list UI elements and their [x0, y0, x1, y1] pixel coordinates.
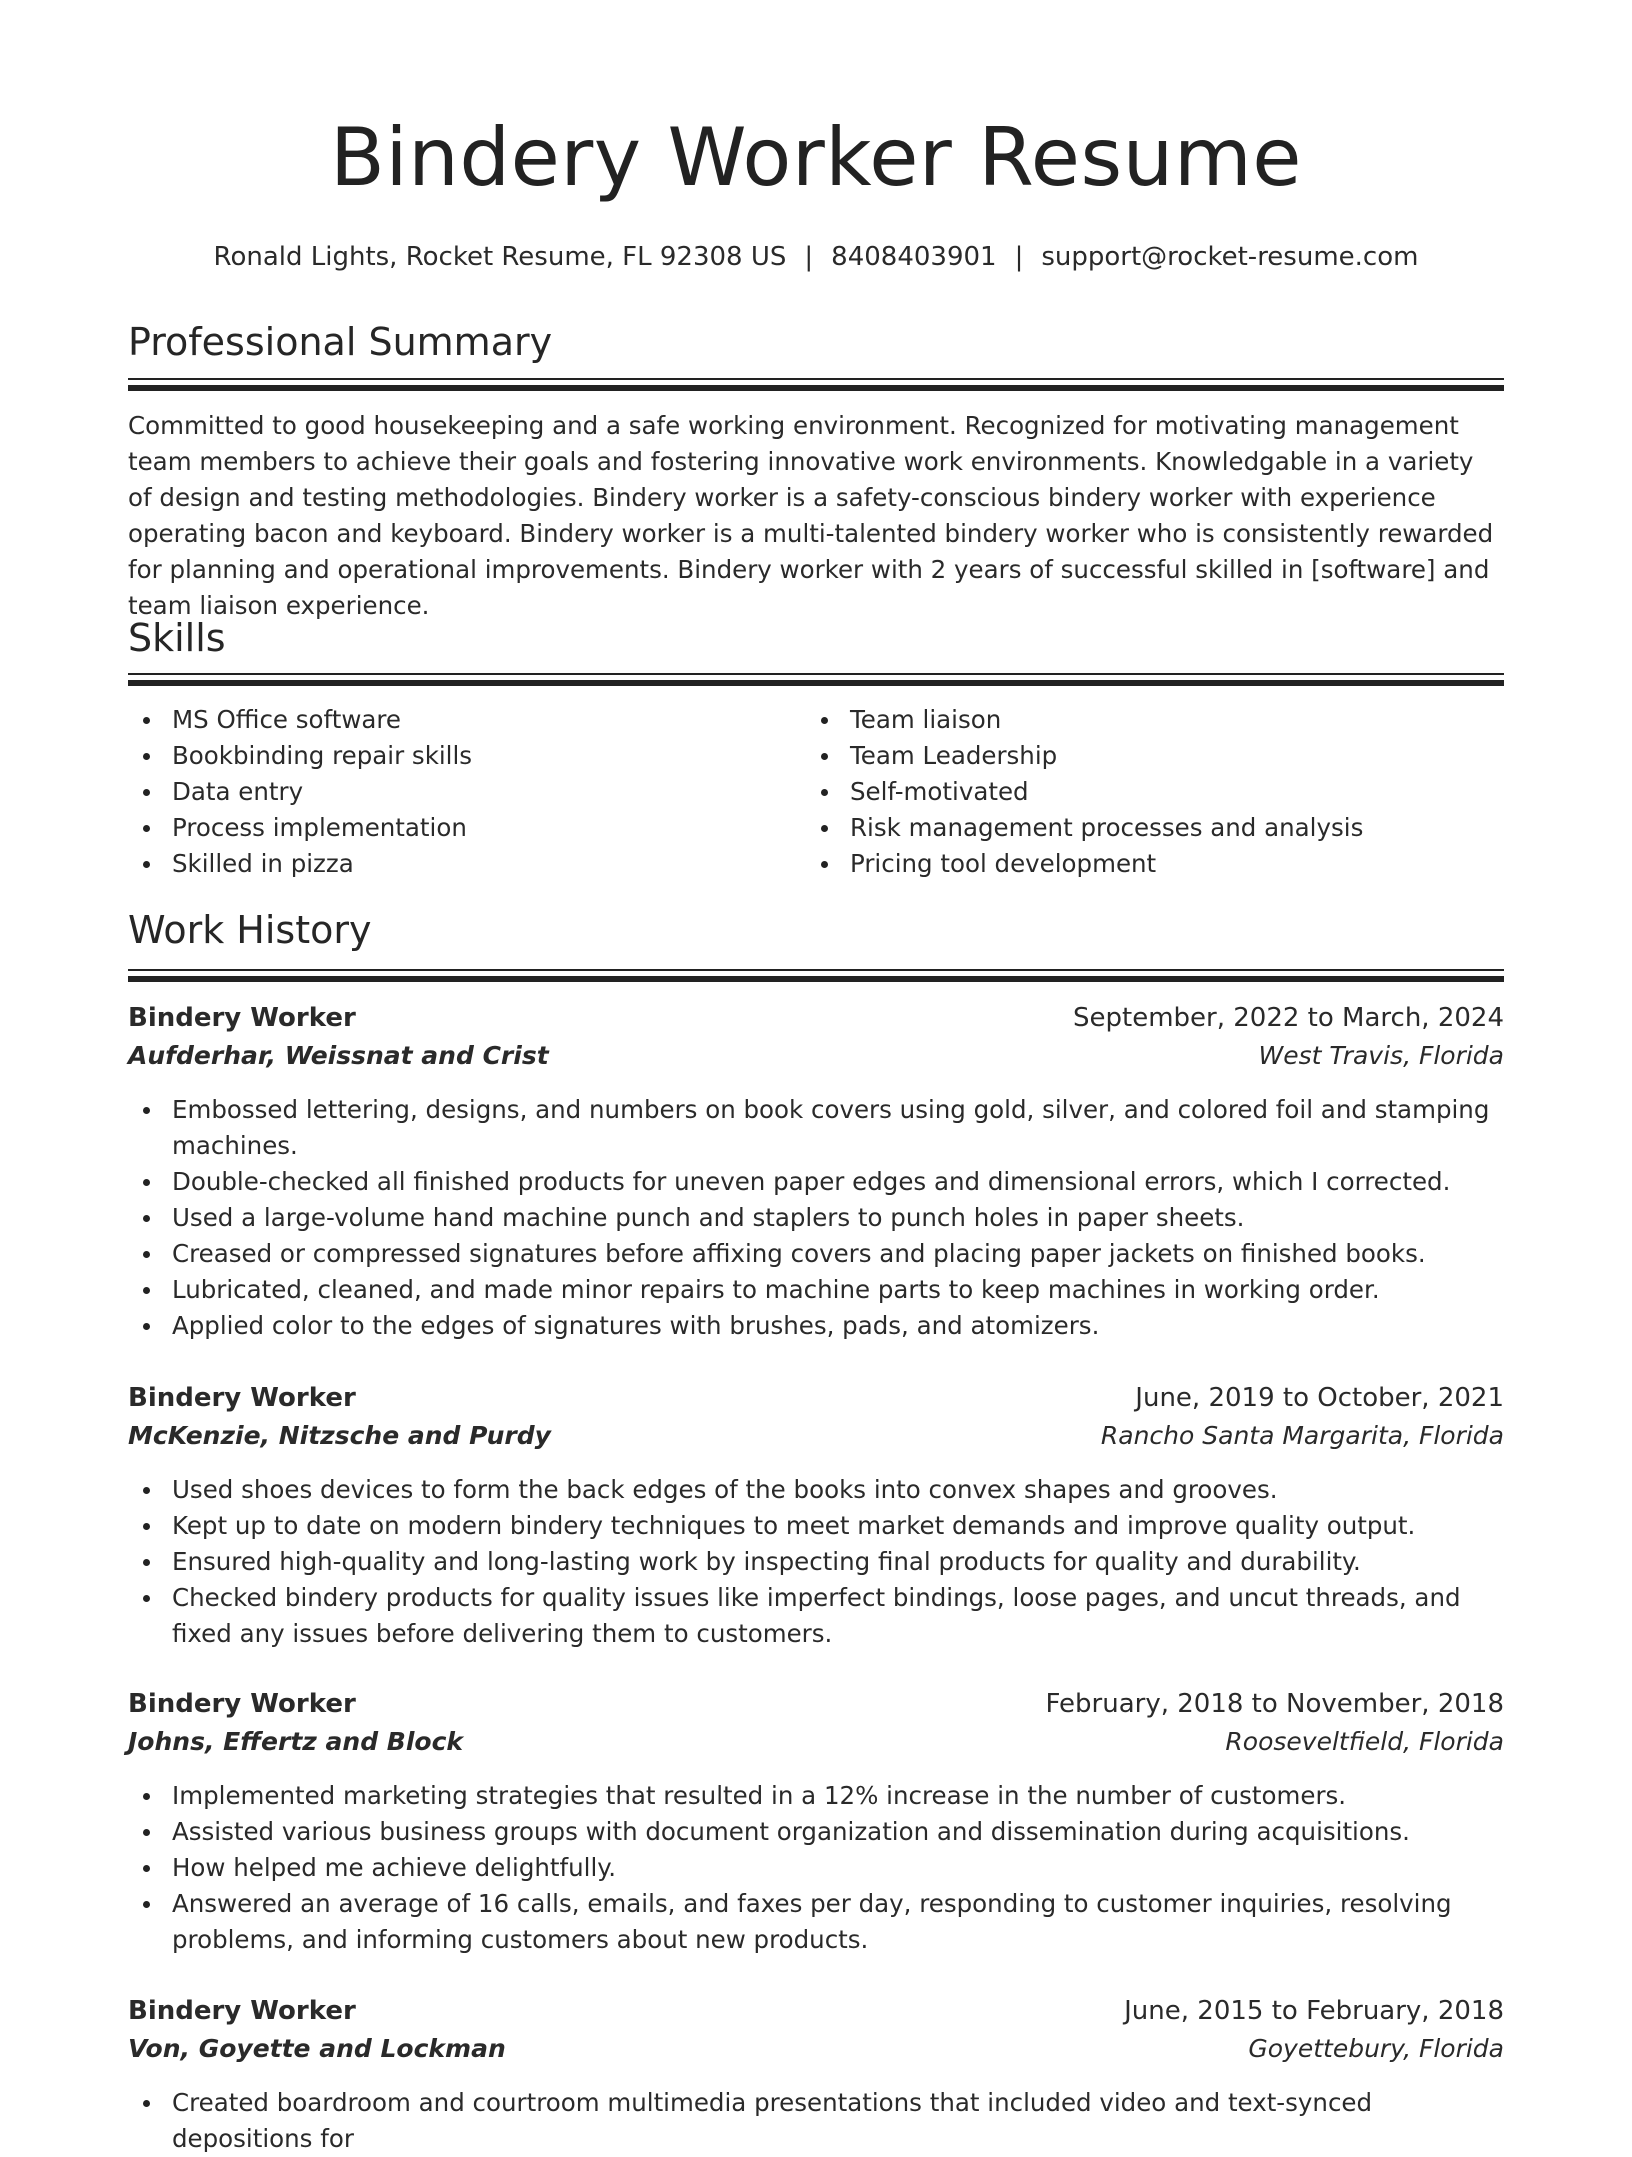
job-bullet: Created boardroom and courtroom multimedia presentations that included video and text-synced depositions for [128, 2085, 1504, 2157]
skills-list-left [128, 702, 788, 882]
job-dates: June, 2015 to February, 2018 [1124, 1996, 1504, 2026]
skill-item: Risk management processes and analysis [806, 810, 1466, 846]
section-divider [128, 673, 1504, 675]
skills-list-right [806, 702, 1466, 882]
job-entry [128, 1000, 1504, 1344]
job-title: Bindery Worker [128, 1996, 356, 2026]
job-dates: June, 2019 to October, 2021 [1135, 1383, 1504, 1413]
job-bullet: Lubricated, cleaned, and made minor repairs to machine parts to keep machines in working order. [128, 1272, 1504, 1308]
contact-separator: | [804, 242, 814, 272]
summary-heading: Professional Summary [128, 320, 553, 364]
job-bullet: Embossed lettering, designs, and numbers on book covers using gold, silver, and colored foil and stamping machines. [128, 1092, 1504, 1164]
skill-item: Self-motivated [806, 774, 1466, 810]
job-bullet: Answered an average of 16 calls, emails, and faxes per day, responding to customer inquiries, resolving problems, and informing customers about new products. [128, 1886, 1504, 1958]
job-bullet: Creased or compressed signatures before affixing covers and placing paper jackets on finished books. [128, 1236, 1504, 1272]
section-divider [128, 976, 1504, 982]
section-divider [128, 378, 1504, 380]
skill-item: Process implementation [128, 810, 788, 846]
job-entry [128, 1380, 1504, 1652]
job-entry [128, 1993, 1504, 2157]
skill-item: Data entry [128, 774, 788, 810]
job-company: Von, Goyette and Lockman [128, 2034, 506, 2063]
job-bullet: Applied color to the edges of signatures with brushes, pads, and atomizers. [128, 1308, 1504, 1344]
job-bullets [128, 1092, 1504, 1344]
section-divider [128, 385, 1504, 391]
job-bullet: Used a large-volume hand machine punch and staplers to punch holes in paper sheets. [128, 1200, 1504, 1236]
job-bullet: Implemented marketing strategies that resulted in a 12% increase in the number of customers. [128, 1778, 1504, 1814]
job-bullet: Double-checked all finished products for uneven paper edges and dimensional errors, which I corrected. [128, 1164, 1504, 1200]
skill-item: Team Leadership [806, 738, 1466, 774]
skill-item: Skilled in pizza [128, 846, 788, 882]
job-bullets [128, 2085, 1504, 2157]
job-location: Goyettebury, Florida [1248, 2034, 1504, 2063]
contact-line [128, 242, 1504, 272]
skill-item: Team liaison [806, 702, 1466, 738]
job-title: Bindery Worker [128, 1689, 356, 1719]
job-bullets [128, 1472, 1504, 1652]
skill-item: MS Office software [128, 702, 788, 738]
job-entry [128, 1686, 1504, 1958]
job-company: Johns, Effertz and Block [128, 1727, 464, 1756]
job-bullet: Kept up to date on modern bindery techniques to meet market demands and improve quality output. [128, 1508, 1504, 1544]
work-history-heading: Work History [128, 908, 372, 952]
contact-address: Ronald Lights, Rocket Resume, FL 92308 US [213, 242, 787, 272]
job-bullet: Ensured high-quality and long-lasting work by inspecting final products for quality and durability. [128, 1544, 1504, 1580]
contact-separator: | [1014, 242, 1024, 272]
job-title: Bindery Worker [128, 1003, 356, 1033]
resume-title: Bindery Worker Resume [330, 111, 1302, 204]
skill-item: Bookbinding repair skills [128, 738, 788, 774]
job-bullet: Checked bindery products for quality issues like imperfect bindings, loose pages, and uncut threads, and fixed any issues before delivering them to customers. [128, 1580, 1504, 1652]
job-bullets [128, 1778, 1504, 1958]
skills-heading: Skills [128, 616, 226, 660]
job-dates: September, 2022 to March, 2024 [1073, 1003, 1504, 1033]
job-location: Rancho Santa Margarita, Florida [1100, 1421, 1504, 1450]
skill-item: Pricing tool development [806, 846, 1466, 882]
contact-phone: 8408403901 [831, 242, 997, 272]
job-bullet: Assisted various business groups with document organization and dissemination during acquisitions. [128, 1814, 1504, 1850]
job-location: Rooseveltfield, Florida [1225, 1727, 1504, 1756]
contact-email: support@rocket-resume.com [1041, 242, 1419, 272]
job-location: West Travis, Florida [1258, 1041, 1504, 1070]
job-bullet: Used shoes devices to form the back edges of the books into convex shapes and grooves. [128, 1472, 1504, 1508]
job-bullet: How helped me achieve delightfully. [128, 1850, 1504, 1886]
job-company: McKenzie, Nitzsche and Purdy [128, 1421, 551, 1450]
job-dates: February, 2018 to November, 2018 [1045, 1689, 1504, 1719]
job-title: Bindery Worker [128, 1383, 356, 1413]
summary-text: Committed to good housekeeping and a safe working environment. Recognized for motivating management team members to achieve their goals and fostering innovative work environments. Knowledgable in a variety of design and testing methodologies. Bindery worker is a safety-conscious bindery worker with experience operating bacon and keyboard. Bindery worker is a multi-talented bindery worker who is consistently rewarded for planning and operational improvements. Bindery worker with 2 years of successful skilled in [software] and team liaison experience. [128, 411, 1494, 620]
section-divider [128, 969, 1504, 971]
section-divider [128, 680, 1504, 686]
job-company: Aufderhar, Weissnat and Crist [128, 1041, 549, 1070]
